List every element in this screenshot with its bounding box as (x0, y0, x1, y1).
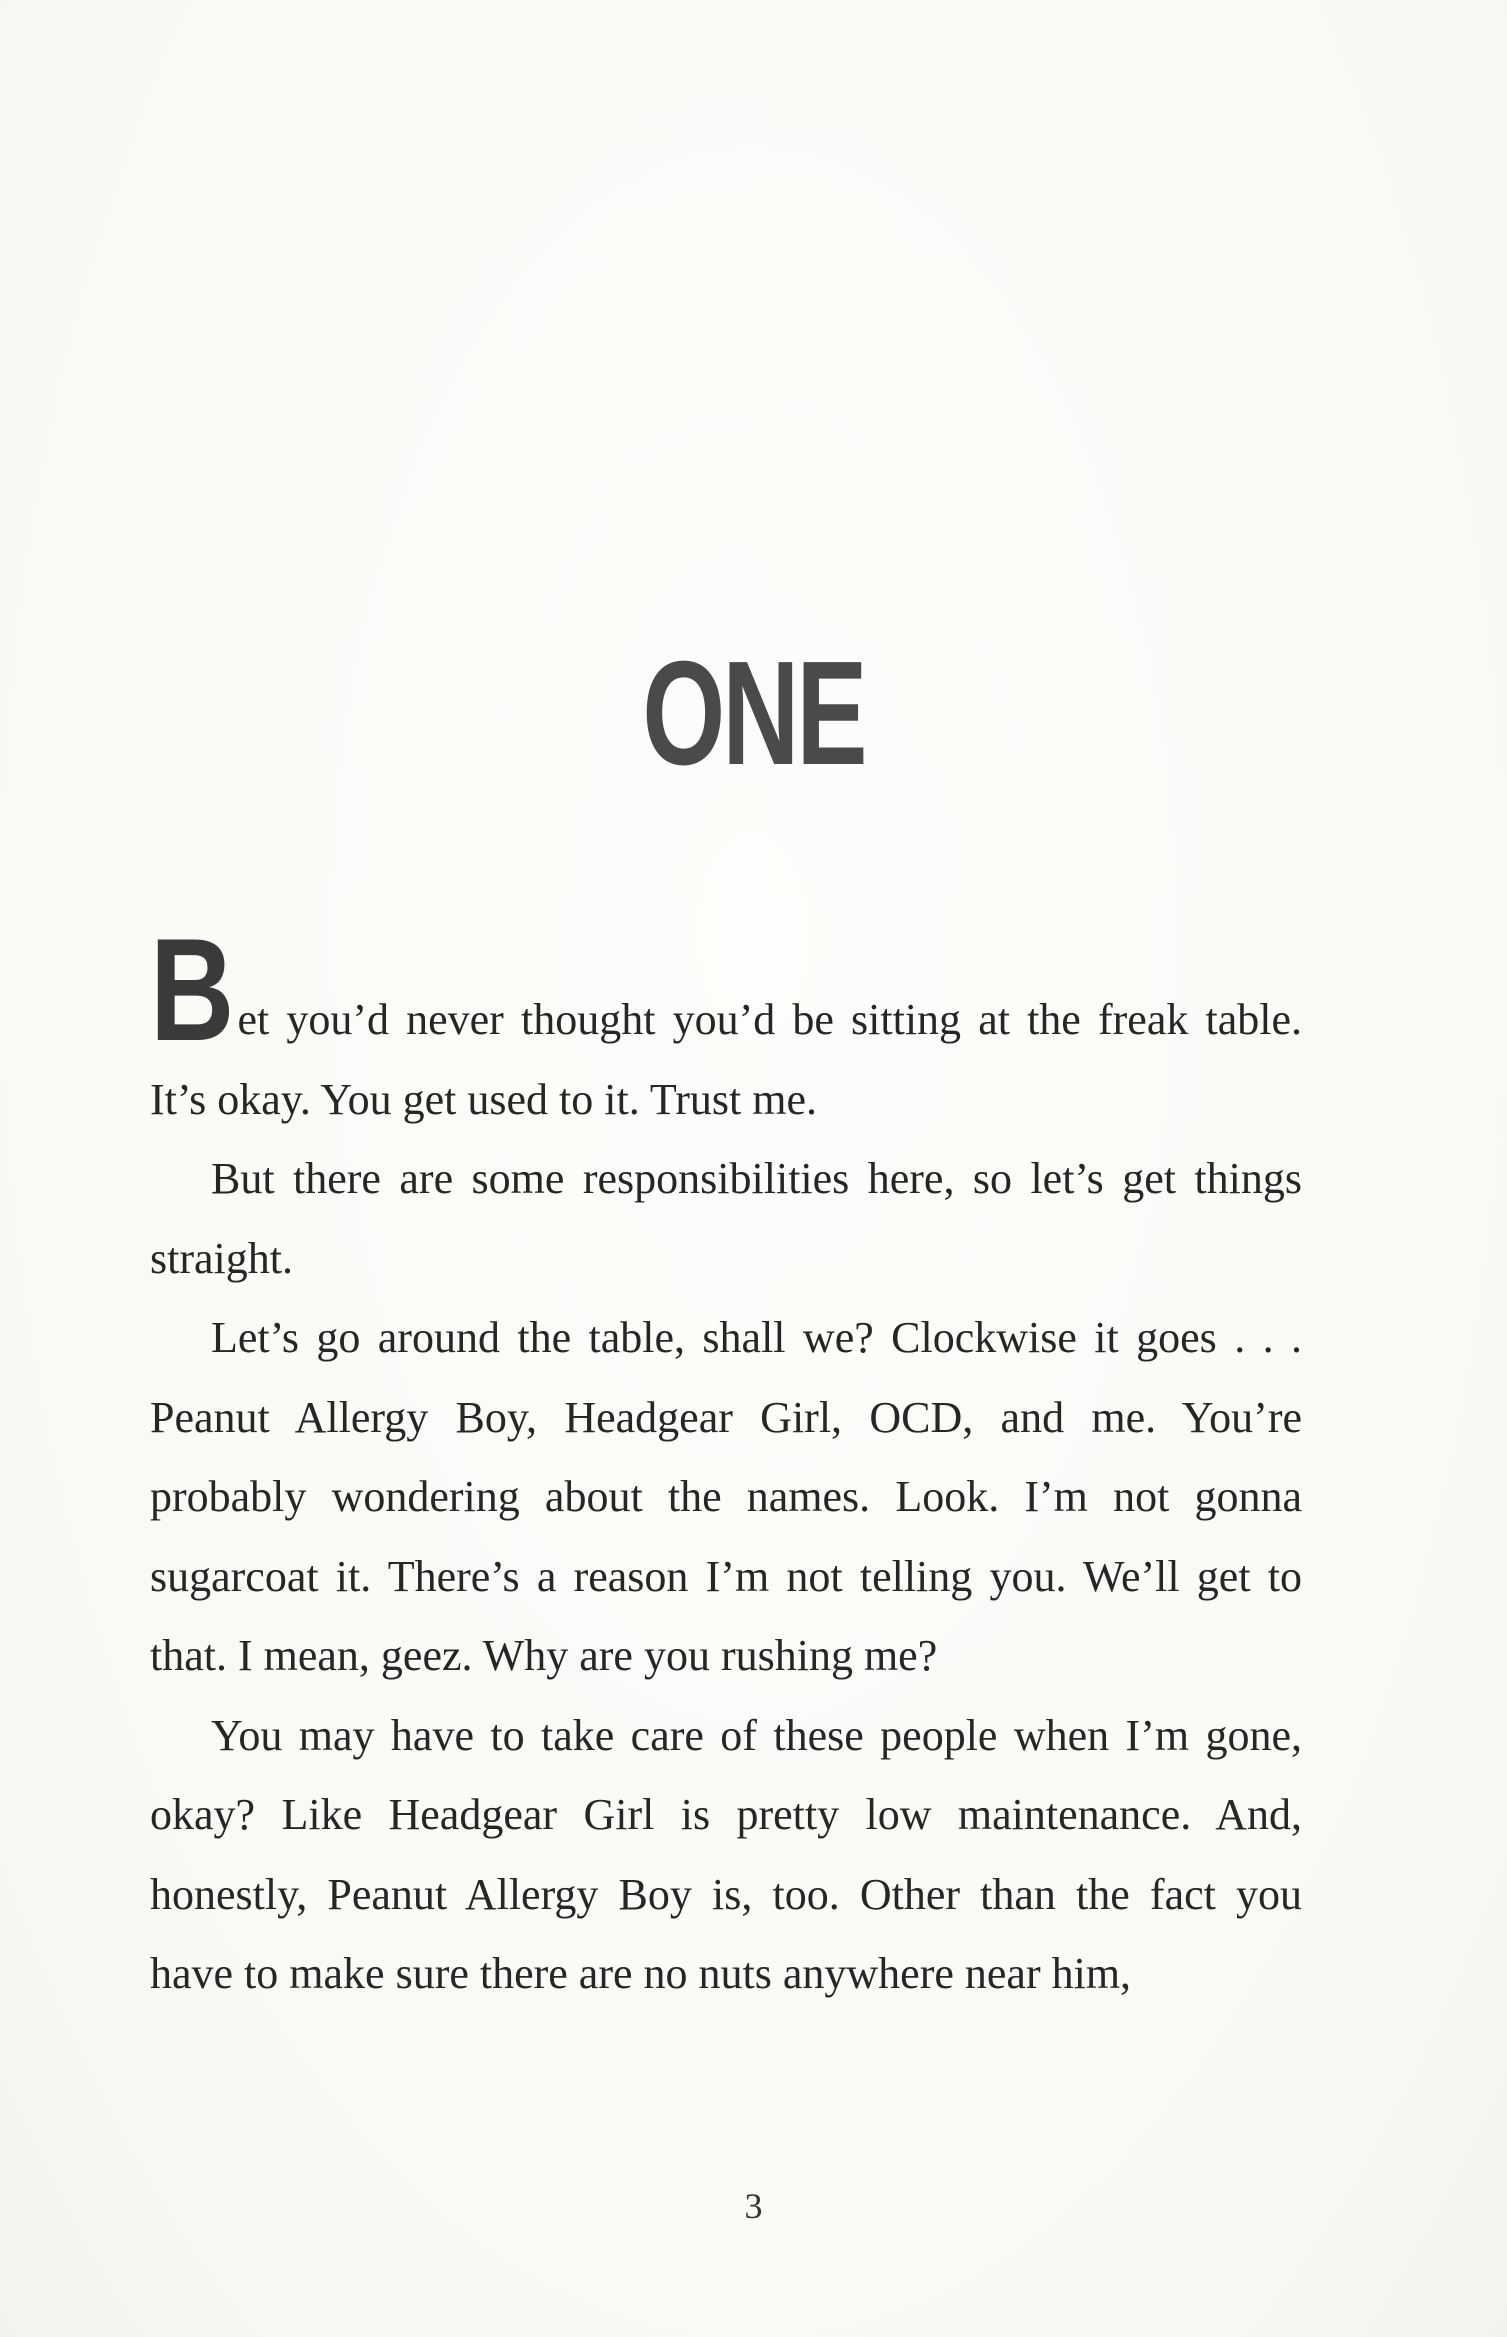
paragraph-2: But there are some responsibilities here, so let’s get things straight. (150, 1154, 1302, 1283)
paragraph-3: Let’s go around the table, shall we? Clockwise it goes . . . Peanut Allergy Boy, Headgear Girl, OCD, and me. You’re probably wondering about the names. Look. I’m not gonna sugarcoat it. There’s a reason I’m not telling you. We’ll get to that. I mean, geez. Why are you rushing me? (150, 1313, 1302, 1680)
chapter-title: ONE (642, 631, 865, 796)
paragraph-1-text: et you’d never thought you’d be sitting at the freak table. It’s okay. You get used to it. Trust me. (150, 995, 1302, 1124)
chapter-body (150, 908, 1302, 2014)
paragraph-1 (150, 908, 1302, 1139)
page-number: 3 (744, 2186, 763, 2226)
paragraph-4: You may have to take care of these people when I’m gone, okay? Like Headgear Girl is pretty low maintenance. And, honestly, Peanut Allergy Boy is, too. Other than the fact you have to make sure there are no nuts anywhere near him, (150, 1710, 1302, 1998)
drop-cap: B (150, 908, 232, 1071)
